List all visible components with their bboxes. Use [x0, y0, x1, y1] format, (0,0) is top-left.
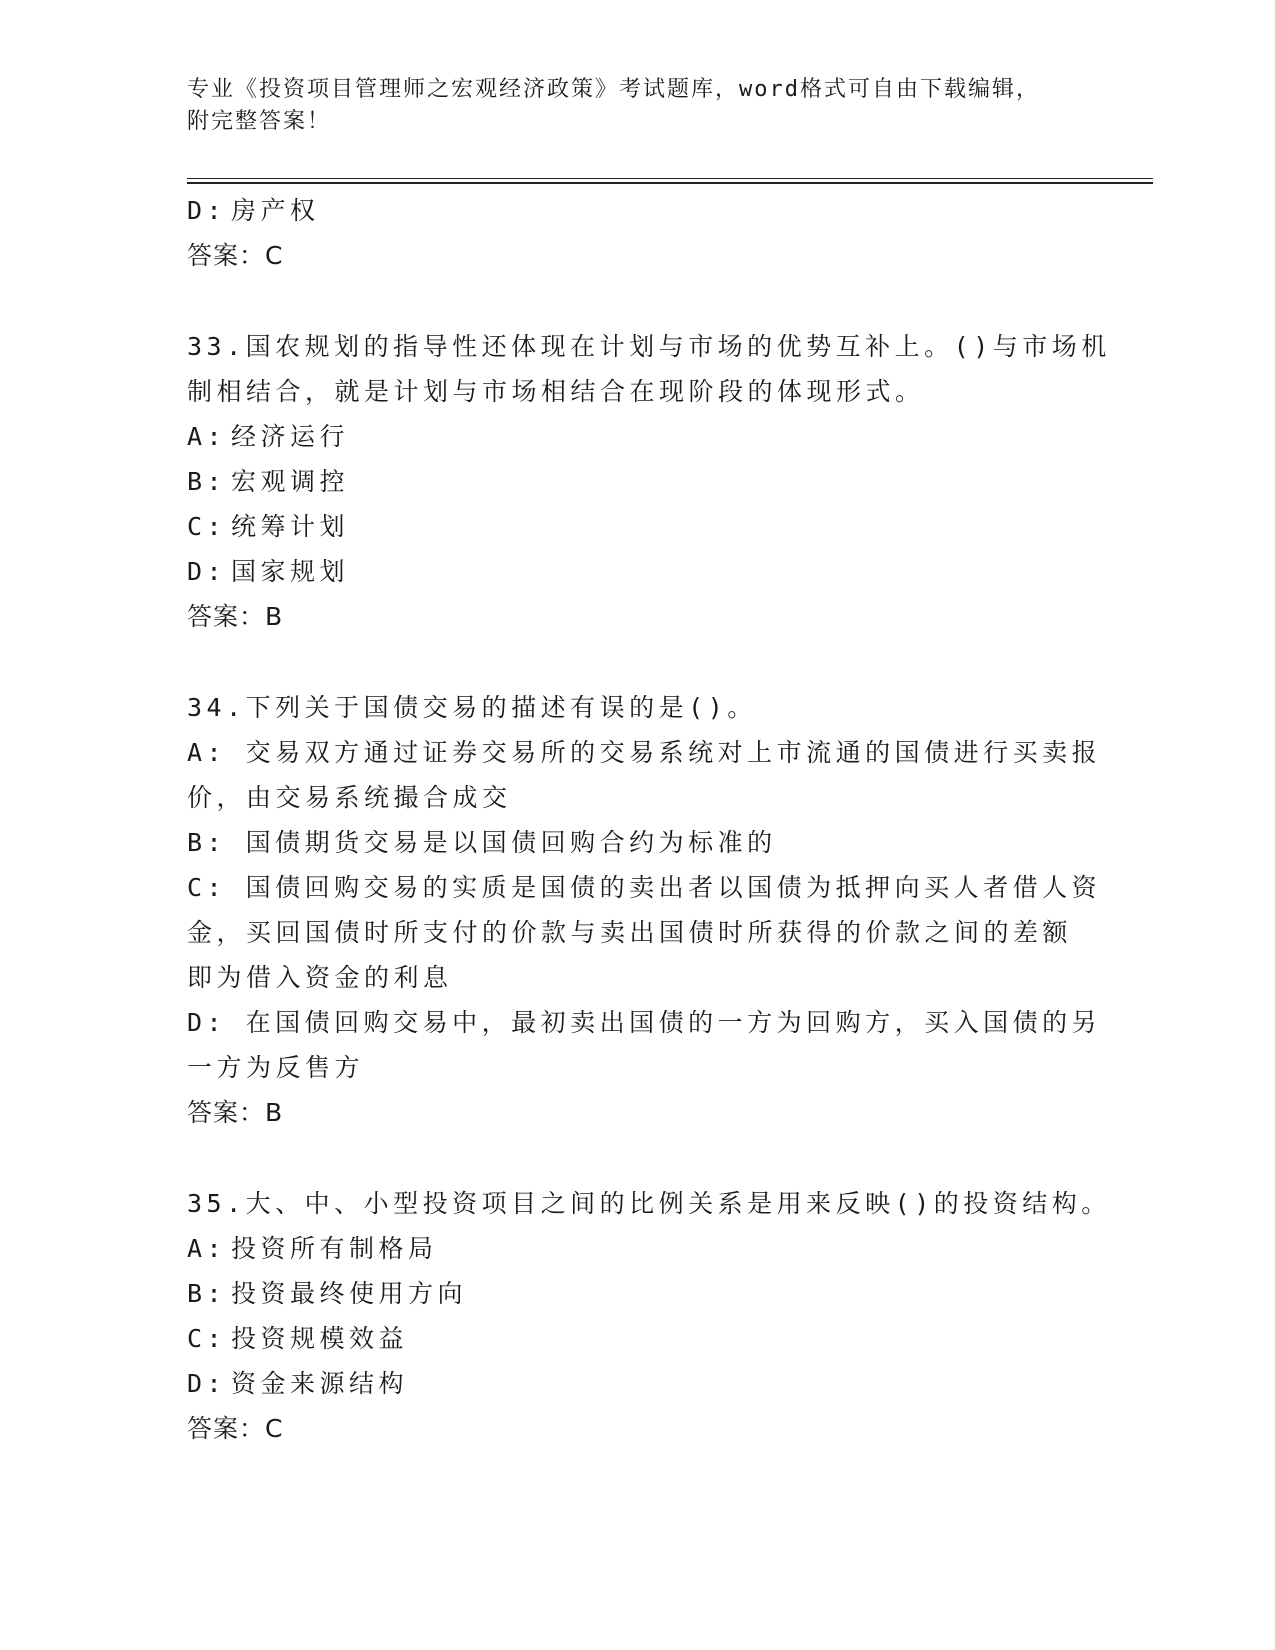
option-key: B: [187, 467, 227, 496]
question-stem: 33.国农规划的指导性还体现在计划与市场的优势互补上。()与市场机 [187, 332, 1111, 361]
page-header [187, 74, 1087, 138]
option-a [187, 1226, 1087, 1271]
option-b [187, 1271, 1087, 1316]
option-c-line-2: 金，买回国债时所支付的价款与卖出国债时所获得的价款之间的差额 [187, 918, 1073, 947]
option-text: 投资最终使用方向 [231, 1279, 468, 1308]
option-d [187, 1361, 1087, 1406]
option-d [187, 549, 1087, 594]
option-d-line-2: 一方为反售方 [187, 1053, 365, 1082]
option-text: 资金来源结构 [231, 1369, 409, 1398]
header-line-1: 专业《投资项目管理师之宏观经济政策》考试题库，word格式可自由下载编辑， [187, 77, 1040, 102]
option-key: D: [187, 1369, 227, 1398]
option-key: A: [187, 422, 227, 451]
option-text: 统筹计划 [231, 512, 350, 541]
option-a [187, 414, 1087, 459]
option-key: D: [187, 557, 227, 586]
option-key: C: [187, 512, 227, 541]
option-text: 投资规模效益 [231, 1324, 409, 1353]
question-34 [187, 685, 1102, 1136]
option-key: D: [187, 196, 227, 225]
question-33 [187, 324, 1111, 640]
option-b-line-1: B: 国债期货交易是以国债回购合约为标准的 [187, 828, 777, 857]
option-text: 房产权 [231, 196, 320, 225]
option-text: 投资所有制格局 [231, 1234, 438, 1263]
prev-option-d [187, 188, 1087, 233]
option-key: C: [187, 1324, 227, 1353]
header-divider [187, 178, 1153, 184]
option-text: 宏观调控 [231, 467, 350, 496]
option-c-line-3: 即为借入资金的利息 [187, 963, 453, 992]
option-text: 国家规划 [231, 557, 350, 586]
option-a-line-2: 价，由交易系统撮合成交 [187, 783, 512, 812]
option-c [187, 1316, 1087, 1361]
option-c [187, 504, 1087, 549]
document-body [187, 188, 1111, 1452]
option-b [187, 459, 1087, 504]
question-stem-cont: 制相结合，就是计划与市场相结合在现阶段的体现形式。 [187, 377, 925, 406]
answer: 答案：C [187, 1414, 284, 1443]
answer: 答案：B [187, 1098, 284, 1127]
answer: 答案：B [187, 602, 284, 631]
header-line-2: 附完整答案！ [187, 109, 332, 134]
question-stem: 34.下列关于国债交易的描述有误的是()。 [187, 693, 757, 722]
option-key: B: [187, 1279, 227, 1308]
option-text: 经济运行 [231, 422, 350, 451]
option-d-line-1: D: 在国债回购交易中，最初卖出国债的一方为回购方，买入国债的另 [187, 1008, 1102, 1037]
question-35 [187, 1181, 1111, 1452]
option-c-line-1: C: 国债回购交易的实质是国债的卖出者以国债为抵押向买人者借人资 [187, 873, 1102, 902]
option-key: A: [187, 1234, 227, 1263]
option-a-line-1: A: 交易双方通过证券交易所的交易系统对上市流通的国债进行买卖报 [187, 738, 1102, 767]
question-stem: 35.大、中、小型投资项目之间的比例关系是用来反映()的投资结构。 [187, 1189, 1111, 1218]
prev-answer: 答案：C [187, 241, 284, 270]
